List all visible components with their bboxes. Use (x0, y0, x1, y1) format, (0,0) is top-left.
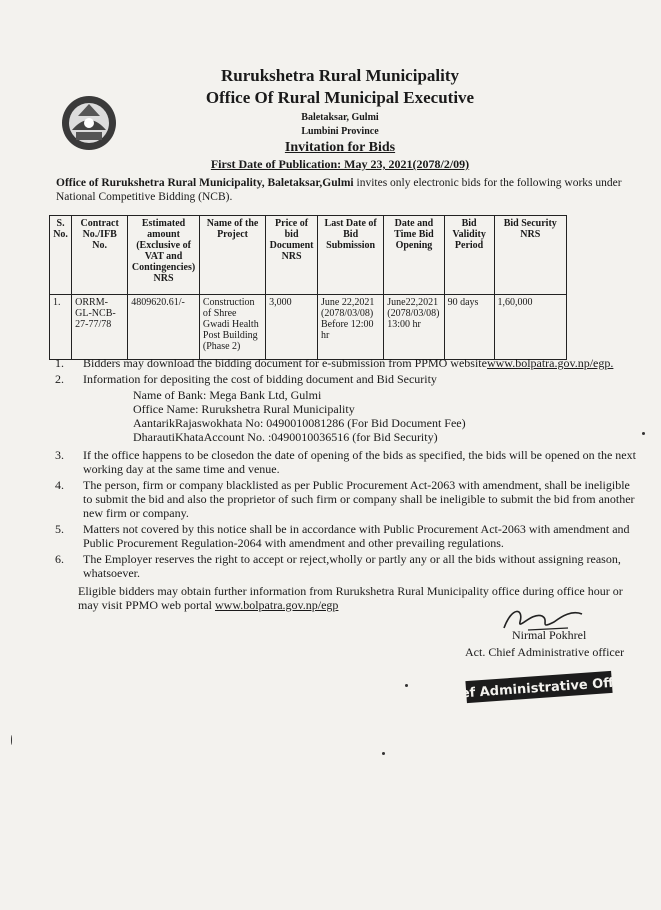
cell-security: 1,60,000 (494, 295, 566, 360)
col-header-amount: Estimated amount (Exclusive of VAT and Contingencies) NRS (128, 216, 200, 295)
cell-validity: 90 days (444, 295, 494, 360)
note-6-text: The Employer reserves the right to accept or reject,wholly or partly any or all the bids without assigning reason, whatsoever. (83, 552, 621, 580)
speck (405, 684, 408, 687)
intro-office: Office of Rurukshetra Rural Municipality, Baletaksar,Gulmi (56, 177, 354, 189)
nepal-emblem-icon (58, 92, 120, 154)
office-location: Baletaksar, Gulmi (301, 112, 379, 123)
intro-paragraph (56, 176, 622, 204)
cell-project: Construction of Shree Gwadi Health Post Building (Phase 2) (199, 295, 265, 360)
cell-sno: 1. (50, 295, 72, 360)
note-6: 6. The Employer reserves the right to accept or reject,wholly or partly any or all the bids without assigning reason, whatsoever. (55, 552, 621, 580)
note-1: 1. Bidders may download the bidding document for e-submission from PPMO websitewww.bolpatra.gov.np/egp. (55, 356, 614, 370)
note-5: 5. Matters not covered by this notice shall be in accordance with Public Procurement Act-2063 with amendment and Public Procurement Regulation-2064 with amendment and other prevailing regulations. (55, 522, 630, 550)
ppmo-portal-link[interactable]: www.bolpatra.gov.np/egp (215, 598, 339, 612)
bank-name: Name of Bank: Mega Bank Ltd, Gulmi (133, 388, 322, 402)
bids-table (49, 215, 567, 360)
note-5-text: Matters not covered by this notice shall be in accordance with Public Procurement Act-2063 with amendment and Public Procurement Regulation-2064 with amendment and other prevailing regulations. (83, 522, 630, 550)
note-2: 2. Information for depositing the cost of bidding document and Bid Security (55, 372, 437, 386)
footer-text: Eligible bidders may obtain further information from Rurukshetra Rural Municipality office during office hour or may visit PPMO web portal (78, 584, 623, 612)
table-row (50, 295, 567, 360)
signatory-name: Nirmal Pokhrel (512, 628, 587, 642)
cell-amount: 4809620.61/- (128, 295, 200, 360)
cell-opening: June22,2021 (2078/03/08) 13:00 hr (384, 295, 444, 360)
intro-text: invites only electronic bids for the following works under National Competitive Bidding (NCB). (56, 177, 622, 203)
note-2-text: Information for depositing the cost of bidding document and Bid Security (83, 372, 437, 386)
speck (11, 735, 12, 745)
cell-contract: ORRM-GL-NCB-27-77/78 (72, 295, 128, 360)
table-header-row (50, 216, 567, 295)
municipality-name: Rurukshetra Rural Municipality (220, 66, 460, 85)
col-header-project: Name of the Project (199, 216, 265, 295)
note-3-text: If the office happens to be closedon the date of opening of the bids as specified, the bids will be opened on the next working day at the same time and venue. (83, 448, 636, 476)
notice-title: Invitation for Bids (284, 140, 396, 155)
official-stamp (437, 668, 642, 706)
col-header-price: Price of bid Document NRS (266, 216, 318, 295)
col-header-contract: Contract No./IFB No. (72, 216, 128, 295)
col-header-sno: S. No. (50, 216, 72, 295)
signatory-title: Act. Chief Administrative officer (465, 645, 625, 659)
office-province: Lumbini Province (301, 126, 379, 137)
col-header-validity: Bid Validity Period (444, 216, 494, 295)
cell-last-date: June 22,2021 (2078/03/08) Before 12:00 hr (318, 295, 384, 360)
publication-date: First Date of Publication: May 23, 2021(2078/2/09) (210, 157, 470, 171)
cell-price: 3,000 (266, 295, 318, 360)
bank-revenue-account: AantarikRajaswokhata No: 0490010081286 (For Bid Document Fee) (133, 416, 466, 430)
note-3: 3. If the office happens to be closedon the date of opening of the bids as specified, the bids will be opened on the next working day at the same time and venue. (55, 448, 636, 476)
col-header-last-date: Last Date of Bid Submission (318, 216, 384, 295)
note-1-text: Bidders may download the bidding document for e-submission from PPMO website (83, 356, 487, 370)
speck (642, 432, 645, 435)
bank-security-account: DharautiKhataAccount No. :0490010036516 (for Bid Security) (133, 430, 438, 444)
stamp-text: Chief Administrative Officer (437, 673, 642, 704)
note-4-text: The person, firm or company blacklisted as per Public Procurement Act-2063 with amendment, shall be ineligible to submit the bid and also the proprietor of such firm or company shall be ineligible to submit the bid from another new firm or company. (83, 478, 635, 520)
office-name: Office Of Rural Municipal Executive (205, 88, 475, 107)
col-header-security: Bid Security NRS (494, 216, 566, 295)
ppmo-link[interactable]: www.bolpatra.gov.np/egp. (486, 356, 614, 370)
notes-list (55, 356, 640, 582)
bank-office-name: Office Name: Rurukshetra Rural Municipality (133, 402, 355, 416)
note-4: 4. The person, firm or company blacklisted as per Public Procurement Act-2063 with amendment, shall be ineligible to submit the bid and also the proprietor of such firm or company shall be ineligible to submit the bid from another new firm or company. (55, 478, 635, 520)
col-header-opening: Date and Time Bid Opening (384, 216, 444, 295)
speck (382, 752, 385, 755)
